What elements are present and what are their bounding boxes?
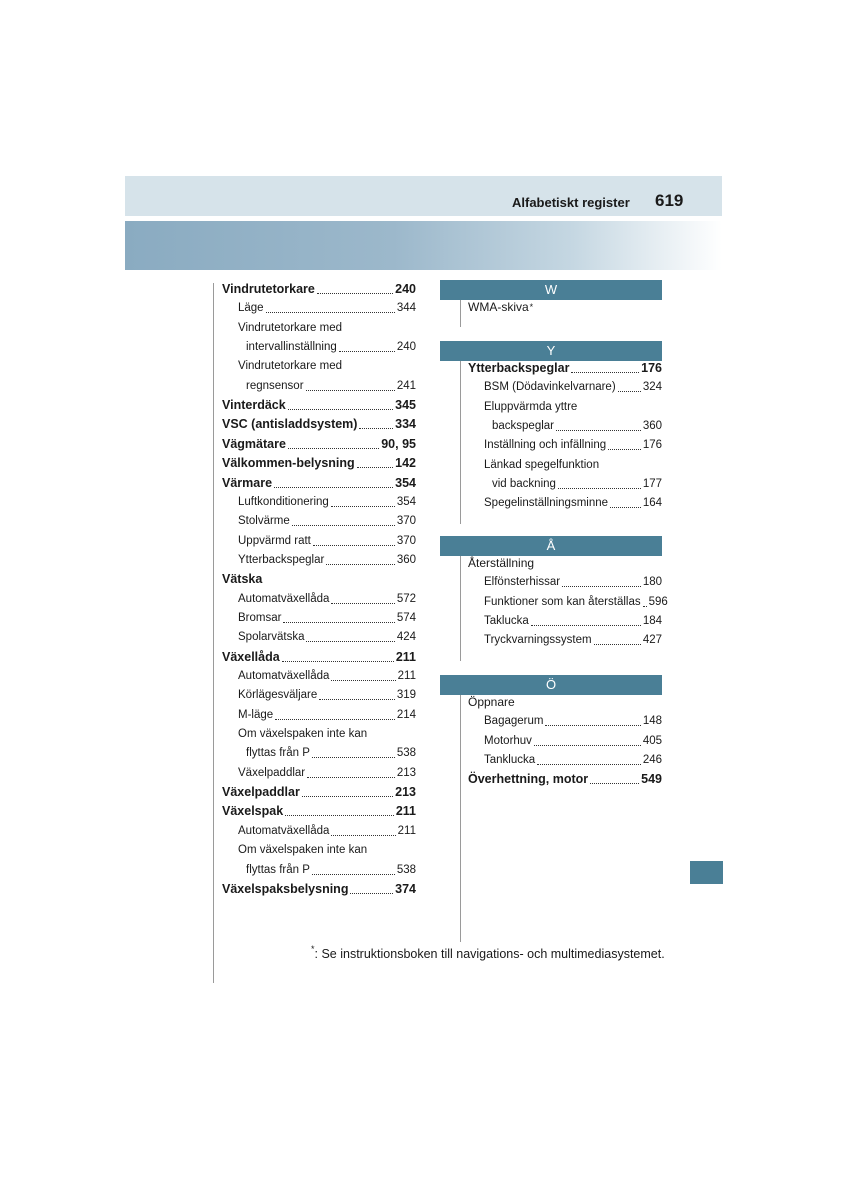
- index-entry: [222, 570, 416, 589]
- index-entry-text: Luftkonditionering: [238, 495, 329, 508]
- index-entry-text: Öppnare: [468, 695, 515, 709]
- dot-leader: [331, 835, 395, 836]
- index-entry-page: 370: [396, 534, 416, 547]
- index-entry: [222, 415, 416, 434]
- index-entry-page: 405: [642, 734, 662, 747]
- index-entry-page: 538: [396, 747, 416, 760]
- index-entry-text: Taklucka: [484, 615, 529, 628]
- index-entry-page: 324: [642, 381, 662, 394]
- dot-leader: [312, 757, 395, 758]
- header-band: [125, 176, 722, 216]
- index-entry-text: Elfönsterhissar: [484, 576, 561, 589]
- dot-leader: [292, 525, 395, 526]
- index-entry: [238, 357, 416, 376]
- index-entry: [238, 841, 416, 860]
- dot-leader: [339, 351, 395, 352]
- index-entry: [246, 744, 416, 763]
- dot-leader: [331, 603, 394, 604]
- section-rule: [460, 361, 461, 524]
- index-entry: [238, 822, 416, 841]
- index-entry-text: flyttas från P: [246, 747, 310, 760]
- index-entry-text: Automatväxellåda: [238, 592, 330, 605]
- index-entry-page: 596: [648, 595, 668, 608]
- header-gradient-band: [125, 221, 722, 270]
- dot-leader: [317, 293, 393, 294]
- dot-leader: [590, 783, 639, 784]
- section-header-3: Ö: [440, 675, 662, 695]
- section-header-2: Å: [440, 536, 662, 556]
- index-entry-text: Återställning: [468, 556, 535, 570]
- index-entry-page: 549: [641, 772, 662, 787]
- index-entry-page: 424: [396, 631, 416, 644]
- index-entry-text: vid backning: [492, 478, 556, 491]
- index-entry: [222, 802, 416, 821]
- index-entry: [238, 764, 416, 783]
- section-header-0: W: [440, 280, 662, 300]
- index-entry-page: 240: [395, 282, 416, 296]
- index-entry-text: Vinterdäck: [222, 398, 286, 413]
- dot-leader: [608, 449, 641, 450]
- index-entry-text: Växelspak: [222, 804, 284, 819]
- dot-leader: [302, 796, 393, 797]
- index-entry-page: 148: [642, 715, 662, 728]
- section-rule: [460, 300, 461, 327]
- index-entry: [468, 359, 662, 378]
- index-entry-text: Välkommen-belysning: [222, 456, 355, 471]
- section-header-1: Y: [440, 341, 662, 361]
- index-entry-text: Om växelspaken inte kan: [238, 844, 368, 857]
- index-entry: [484, 631, 662, 650]
- dot-leader: [357, 467, 393, 468]
- index-entry-text: Tanklucka: [484, 754, 536, 767]
- dot-leader: [594, 644, 641, 645]
- index-entry: [246, 377, 416, 396]
- index-entry-text: backspeglar: [492, 420, 555, 433]
- index-entry-text: Växelpaddlar: [238, 766, 306, 779]
- dot-leader: [306, 390, 395, 391]
- index-entry: [238, 725, 416, 744]
- footnote-reference: *: [529, 302, 534, 312]
- index-entry-page: 360: [396, 553, 416, 566]
- index-entry-page: 211: [395, 649, 416, 664]
- index-entry: [238, 609, 416, 628]
- index-entry-page: 334: [395, 417, 416, 432]
- index-entry: [484, 436, 662, 455]
- section-tab-marker: [690, 861, 723, 884]
- index-entry-text: WMA-skiva: [468, 300, 529, 314]
- index-entry-page: 572: [396, 592, 416, 605]
- footnote-mark: *: [311, 944, 315, 954]
- dot-leader: [274, 487, 393, 488]
- dot-leader: [618, 391, 641, 392]
- index-entry-text: Ytterbackspeglar: [468, 361, 570, 375]
- dot-leader: [288, 448, 379, 449]
- index-entry: [238, 512, 416, 531]
- index-entry-text: Tryckvarningssystem: [484, 634, 592, 647]
- index-entry-text: Spolarvätska: [238, 631, 305, 644]
- dot-leader: [331, 506, 395, 507]
- index-entry-text: Läge: [238, 302, 264, 315]
- index-entry: [238, 628, 416, 647]
- index-entry-page: 370: [396, 515, 416, 528]
- index-entry-text: Motorhuv: [484, 734, 532, 747]
- index-entry-page: 90, 95: [381, 436, 416, 451]
- dot-leader: [326, 564, 395, 565]
- index-entry-page: 176: [642, 439, 662, 452]
- index-entry-text: Automatväxellåda: [238, 824, 330, 837]
- dot-leader: [545, 725, 640, 726]
- index-entry-text: Stolvärme: [238, 515, 290, 528]
- index-entry-page: 538: [396, 863, 416, 876]
- index-entry-text: Vindrutetorkare med: [238, 360, 342, 373]
- index-entry: [222, 280, 416, 299]
- index-entry: [484, 712, 662, 731]
- dot-leader: [359, 428, 393, 429]
- page-title: Alfabetiskt register: [512, 195, 630, 210]
- index-entry-text: Växelspaksbelysning: [222, 881, 349, 896]
- index-entry-text: Vätska: [222, 572, 263, 587]
- index-entry: [238, 590, 416, 609]
- index-entry-page: 213: [396, 766, 416, 779]
- index-entry: [246, 338, 416, 357]
- index-entry: [484, 456, 662, 475]
- index-entry-page: 164: [642, 497, 662, 510]
- index-entry: [246, 861, 416, 880]
- index-entry-text: Bagagerum: [484, 715, 544, 728]
- dot-leader: [537, 764, 641, 765]
- index-entry: [492, 475, 662, 494]
- index-entry: [468, 770, 662, 789]
- index-entry: [484, 593, 668, 612]
- index-entry-page: 427: [642, 634, 662, 647]
- index-entry: [238, 319, 416, 338]
- index-entry-text: Bromsar: [238, 611, 282, 624]
- index-entry-page: 211: [397, 670, 416, 682]
- dot-leader: [350, 893, 393, 894]
- dot-leader: [306, 641, 394, 642]
- dot-leader: [610, 507, 641, 508]
- index-entry-text: Länkad spegelfunktion: [484, 458, 600, 471]
- index-entry: [468, 554, 662, 573]
- dot-leader: [562, 586, 641, 587]
- index-entry: [238, 299, 416, 318]
- index-entry: [238, 706, 416, 725]
- index-entry: [238, 686, 416, 705]
- index-entry-text: Inställning och infällning: [484, 439, 607, 452]
- index-entry: [238, 532, 416, 551]
- section-rule: [460, 695, 461, 942]
- index-entry: [484, 732, 662, 751]
- index-entry-text: Automatväxellåda: [238, 670, 330, 682]
- dot-leader: [556, 430, 641, 431]
- index-entry-page: 345: [395, 398, 416, 413]
- index-entry-page: 211: [397, 824, 416, 837]
- index-entry-text: Funktioner som kan återställas: [484, 595, 641, 608]
- index-entry-page: 360: [642, 420, 662, 433]
- footnote: [310, 944, 665, 961]
- index-entry-page: 354: [396, 495, 416, 508]
- index-entry-page: 177: [642, 478, 662, 491]
- index-entry: [222, 880, 416, 899]
- index-entry-page: 180: [642, 576, 662, 589]
- index-entry-text: Uppvärmd ratt: [238, 534, 311, 547]
- index-entry: [484, 573, 662, 592]
- index-entry-text: Vägmätare: [222, 436, 286, 451]
- dot-leader: [643, 606, 647, 607]
- index-entry-page: 213: [395, 785, 416, 800]
- section-rule: [460, 556, 461, 661]
- index-entry-page: 240: [396, 341, 416, 354]
- index-entry: [484, 751, 662, 770]
- index-entry-text: Värmare: [222, 475, 273, 490]
- index-entry-page: 241: [396, 379, 416, 392]
- index-entry-text: Växellåda: [222, 649, 280, 664]
- index-entry-text: BSM (Dödavinkelvarnare): [484, 381, 616, 394]
- index-entry-text: Ytterbackspeglar: [238, 553, 325, 566]
- index-entry: [222, 648, 416, 667]
- index-entry-text: Körlägesväljare: [238, 689, 318, 702]
- index-entry: [238, 667, 416, 686]
- index-entry-text: M-läge: [238, 708, 274, 721]
- dot-leader: [288, 409, 393, 410]
- dot-leader: [313, 545, 395, 546]
- dot-leader: [319, 699, 395, 700]
- dot-leader: [285, 815, 394, 816]
- index-entry: [222, 474, 416, 493]
- index-entry-text: Eluppvärmda yttre: [484, 400, 578, 413]
- index-entry: [238, 551, 416, 570]
- index-entry-page: 214: [396, 708, 416, 721]
- index-entry-text: Överhettning, motor: [468, 772, 589, 787]
- index-entry-page: 374: [395, 881, 416, 896]
- index-entry-page: 319: [396, 689, 416, 702]
- index-entry-text: regnsensor: [246, 379, 304, 392]
- index-entry-page: 211: [395, 804, 416, 819]
- dot-leader: [531, 625, 641, 626]
- index-entry: [468, 298, 662, 317]
- dot-leader: [558, 488, 641, 489]
- page-number: 619: [655, 191, 684, 210]
- index-entry: [468, 693, 662, 712]
- index-entry: [222, 783, 416, 802]
- index-entry-page: 142: [395, 456, 416, 471]
- index-entry: [484, 378, 662, 397]
- index-entry-page: 574: [396, 611, 416, 624]
- dot-leader: [282, 661, 394, 662]
- index-entry: [484, 494, 662, 513]
- index-entry-text: flyttas från P: [246, 863, 310, 876]
- index-entry: [492, 417, 662, 436]
- index-entry-page: 354: [395, 475, 416, 490]
- index-entry: [238, 493, 416, 512]
- index-entry-text: Om växelspaken inte kan: [238, 728, 368, 741]
- index-entry-text: intervallinställning: [246, 341, 337, 354]
- index-entry-page: 184: [642, 615, 662, 628]
- dot-leader: [266, 312, 395, 313]
- index-entry-text: Vindrutetorkare med: [238, 321, 342, 334]
- index-entry-text: Vindrutetorkare: [222, 282, 315, 296]
- index-entry: [484, 612, 662, 631]
- index-entry: [222, 396, 416, 415]
- index-entry: [222, 435, 416, 454]
- footnote-text: : Se instruktionsboken till navigations- och multimediasystemet.: [314, 947, 665, 961]
- index-entry-page: 344: [396, 302, 416, 315]
- index-entry-page: 176: [641, 361, 662, 375]
- dot-leader: [307, 777, 395, 778]
- dot-leader: [275, 719, 395, 720]
- dot-leader: [283, 622, 394, 623]
- index-entry-text: Växelpaddlar: [222, 785, 300, 800]
- dot-leader: [571, 372, 639, 373]
- index-entry-text: VSC (antisladdsystem): [222, 417, 358, 432]
- dot-leader: [534, 745, 641, 746]
- index-entry-page: 246: [642, 754, 662, 767]
- dot-leader: [312, 874, 395, 875]
- index-entry: [222, 454, 416, 473]
- dot-leader: [331, 680, 395, 681]
- index-entry-text: Spegelinställningsminne: [484, 497, 609, 510]
- index-entry: [484, 398, 662, 417]
- left-column-rule: [213, 283, 214, 983]
